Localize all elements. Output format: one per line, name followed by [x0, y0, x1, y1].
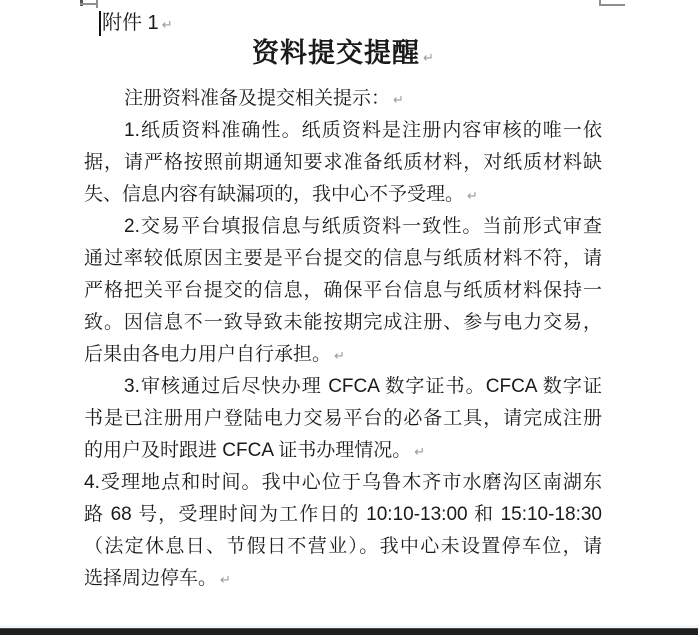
- text-line: 书是已注册用户登陆电力交易平台的必备工具，请完成注册: [84, 408, 602, 429]
- margin-crop-mark-top-right-icon: [599, 0, 601, 6]
- margin-crop-mark-top-right-icon: [599, 4, 625, 6]
- document-body[interactable]: [84, 83, 602, 595]
- text-line: 选择周边停车。 ↵: [84, 568, 231, 589]
- window-bottom-edge: [0, 628, 698, 635]
- text-line: 2.交易平台填报信息与纸质资料一致性。当前形式审查: [124, 216, 602, 237]
- paragraph-mark-icon: ↵: [161, 17, 173, 32]
- page-title: [84, 36, 602, 75]
- paragraph-mark-icon: ↵: [467, 188, 478, 203]
- text-line: 注册资料准备及提交相关提示： ↵: [124, 88, 404, 109]
- paragraph-mark-icon: ↵: [423, 50, 434, 65]
- text-line: 4.受理地点和时间。我中心位于乌鲁木齐市水磨沟区南湖东: [84, 472, 602, 493]
- text-line: 3.审核通过后尽快办理 CFCA 数字证书。CFCA 数字证: [124, 376, 602, 397]
- text-line: 据，请严格按照前期通知要求准备纸质材料，对纸质材料缺: [84, 152, 602, 173]
- paragraph-mark-icon: ↵: [393, 92, 404, 107]
- paragraph-mark-icon: ↵: [334, 348, 345, 363]
- text-cursor: [99, 11, 101, 36]
- text-line: 致。因信息不一致导致未能按期完成注册、参与电力交易，: [84, 312, 602, 333]
- attachment-label-text: 附件 1: [102, 12, 159, 34]
- text-line: 的用户及时跟进 CFCA 证书办理情况。 ↵: [84, 440, 426, 461]
- text-line: 失、信息内容有缺漏项的，我中心不予受理。 ↵: [84, 184, 478, 205]
- margin-crop-mark-top-left-icon: [96, 0, 98, 8]
- paragraph-mark-icon: ↵: [220, 572, 231, 587]
- text-line: 严格把关平台提交的信息，确保平台信息与纸质材料保持一: [84, 280, 602, 301]
- text-line: 1.纸质资料准确性。纸质资料是注册内容审核的唯一依: [124, 120, 602, 141]
- attachment-label: [102, 10, 173, 38]
- page-title-text: 资料提交提醒: [252, 38, 421, 68]
- text-line: 通过率较低原因主要是平台提交的信息与纸质材料不符，请: [84, 248, 602, 269]
- text-line: （法定休息日、节假日不营业）。我中心未设置停车位，请: [84, 536, 602, 557]
- text-line: 后果由各电力用户自行承担。 ↵: [84, 344, 345, 365]
- text-line: 路 68 号，受理时间为工作日的 10:10-13:00 和 15:10-18:30: [84, 504, 602, 525]
- paragraph-mark-icon: ↵: [414, 444, 426, 459]
